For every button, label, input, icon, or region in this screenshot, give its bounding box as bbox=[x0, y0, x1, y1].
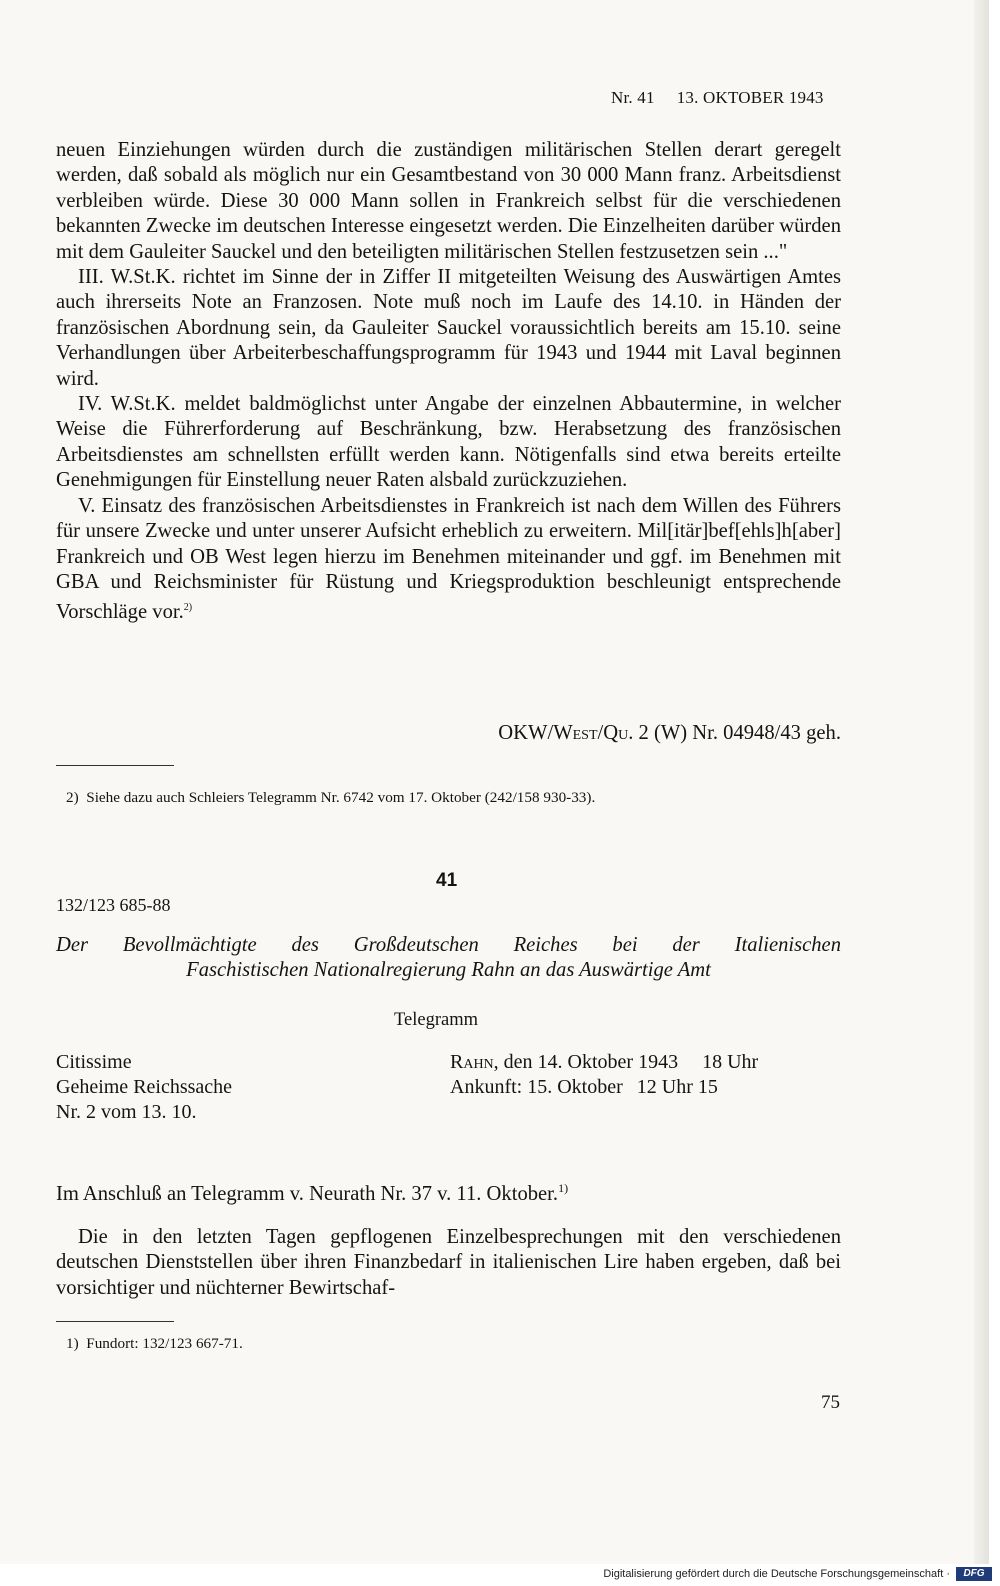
reference-line: OKW/West/Qu. 2 (W) Nr. 04948/43 geh. bbox=[498, 722, 841, 744]
document-type: Telegramm bbox=[394, 1010, 478, 1030]
footnote-rule bbox=[56, 765, 174, 766]
sent-date: , den 14. Oktober 1943 bbox=[493, 1051, 679, 1073]
title-line-2: Faschistischen Nationalregierung Rahn an das Auswärtige Amt bbox=[186, 959, 711, 982]
file-reference: 132/123 685-88 bbox=[56, 895, 171, 915]
footnote-rule-2 bbox=[56, 1321, 174, 1322]
footnote-1 bbox=[66, 1335, 243, 1353]
body-text-continued bbox=[56, 138, 841, 626]
attribution-text: Digitalisierung gefördert durch die Deutsche Forschungsgemeinschaft · bbox=[603, 1568, 950, 1580]
telegram-dispatch bbox=[450, 1050, 758, 1100]
footnote-marker-1: 1) bbox=[558, 1181, 569, 1195]
footnote-1-mark: 1) bbox=[66, 1335, 79, 1352]
arrival-time: 12 Uhr 15 bbox=[636, 1076, 718, 1098]
footnote-marker-2: 2) bbox=[183, 602, 193, 614]
arrival-line bbox=[450, 1075, 758, 1100]
paragraph-v bbox=[56, 494, 841, 626]
telegram-number: Nr. 2 vom 13. 10. bbox=[56, 1101, 197, 1123]
page-edge-shadow bbox=[974, 0, 989, 1564]
footnote-2-mark: 2) bbox=[66, 789, 79, 806]
header-doc-number: Nr. 41 bbox=[611, 88, 655, 107]
paragraph-continuation: neuen Einziehungen würden durch die zuständigen militärischen Stellen derart geregelt werden, daß sobald als möglich nur ein Gesamtbestand von 30 000 Mann franz. Arbeitsdienst verbleiben würde. Diese 30 000 Mann sollen in Frankreich selbst für die verschiedenen bekannten Zwecke im deutschen Interesse eingesetzt werden. Die Einzelheiten darüber würden mit dem Gauleiter Sauckel und den beteiligten militärischen Stellen festzusetzen sein ..." bbox=[56, 139, 841, 263]
telegram-classification bbox=[56, 1050, 232, 1125]
final-paragraph-block bbox=[56, 1225, 841, 1301]
paragraph-v-text: V. Einsatz des französischen Arbeitsdienstes in Frankreich ist nach dem Willen des Führers für unsere Zwecke und unter unserer Aufsicht erheblich zu erweitern. Mil[itär]bef[ehls]h[aber] Frankreich und OB West legen hierzu im Benehmen miteinander und ggf. im Benehmen mit GBA und Reichsminister für Rüstung und Kriegsproduktion beschleunigt entsprechende Vorschläge vor. bbox=[56, 494, 841, 624]
header-date: 13. OKTOBER 1943 bbox=[676, 88, 824, 107]
anschluss-text: Im Anschluß an Telegramm v. Neurath Nr. 37 v. 11. Oktober. bbox=[56, 1182, 559, 1205]
paragraph-iv: IV. W.St.K. meldet baldmöglichst unter Angabe der einzelnen Abbautermine, in welcher Weise die Führerforderung auf Beschränkung, bzw. Herabsetzung des französischen Arbeitsdienstes am schnellsten erfüllt werden kann. Nötigenfalls sind etwa bereits erteilte Genehmigungen für Einstellung neuer Raten alsbald zurückzuziehen. bbox=[56, 393, 841, 492]
anschluss-line bbox=[56, 1181, 568, 1206]
footnote-2 bbox=[66, 789, 595, 807]
arrival-date: Ankunft: 15. Oktober bbox=[450, 1076, 623, 1098]
priority-label: Citissime bbox=[56, 1051, 132, 1073]
page-number: 75 bbox=[821, 1392, 840, 1413]
final-paragraph: Die in den letzten Tagen gepflogenen Einzelbesprechungen mit den verschiedenen deutschen Dienststellen über ihren Finanzbedarf in italienischen Lire haben ergeben, daß bei vorsichtiger und nüchterner Bewirtschaf- bbox=[56, 1226, 841, 1299]
running-header bbox=[611, 88, 824, 108]
paragraph-iii: III. W.St.K. richtet im Sinne der in Ziffer II mitgeteilten Weisung des Auswärtigen Amtes auch ihrerseits Note an Franzosen. Note muß noch im Laufe des 14.10. in Händen der französischen Abordnung sein, da Gauleiter Sauckel voraussichtlich bereits am 15.10. seine Verhandlungen über Arbeiterbeschaffungsprogramm für 1943 und 1944 mit Laval beginnen wird. bbox=[56, 266, 841, 390]
sent-line bbox=[450, 1050, 758, 1075]
sender-name: Rahn bbox=[450, 1051, 494, 1073]
sent-time: 18 Uhr bbox=[702, 1051, 759, 1073]
title-line-1: Der Bevollmächtigte des Großdeutschen Reiches bei der Italienischen bbox=[56, 934, 841, 956]
document-title bbox=[56, 933, 841, 984]
secrecy-label: Geheime Reichssache bbox=[56, 1076, 233, 1098]
document-number: 41 bbox=[436, 870, 458, 891]
footnote-1-text: Fundort: 132/123 667-71. bbox=[86, 1335, 243, 1352]
dfg-logo: DFG bbox=[956, 1567, 992, 1581]
footnote-2-text: Siehe dazu auch Schleiers Telegramm Nr. 6742 vom 17. Oktober (242/158 930-33). bbox=[86, 789, 596, 806]
